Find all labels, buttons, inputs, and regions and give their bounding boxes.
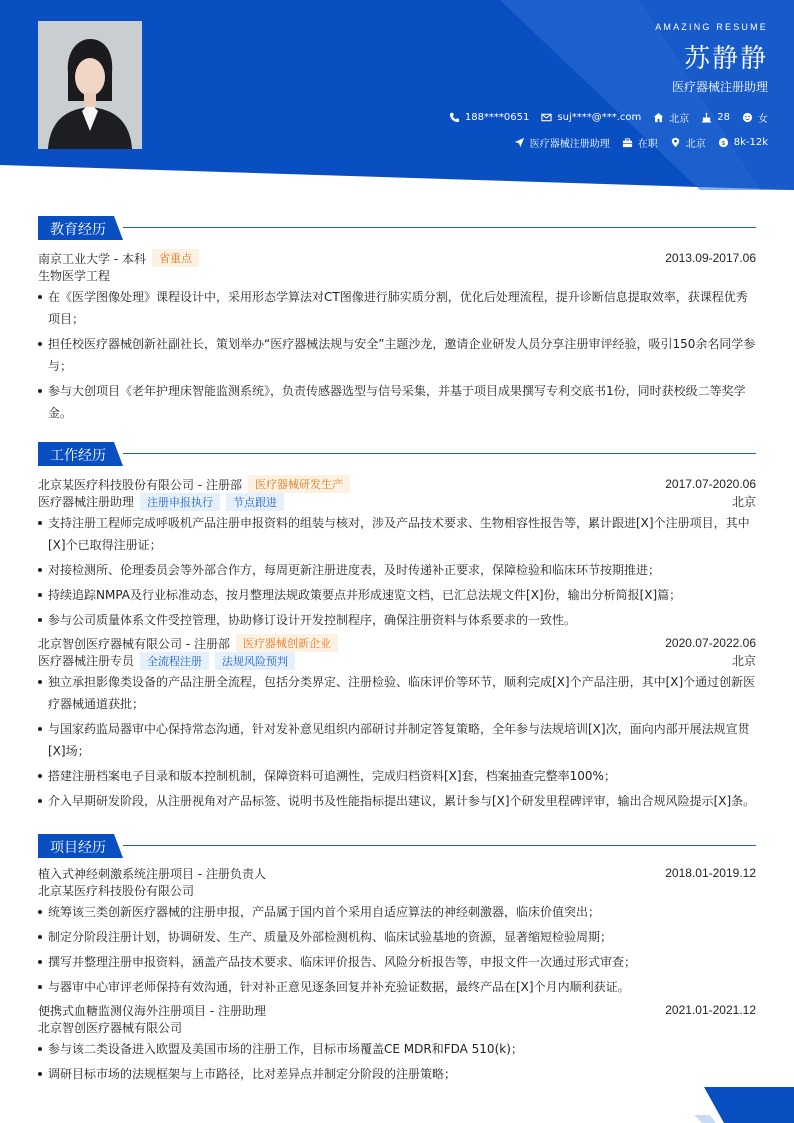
- work-section: [38, 442, 756, 815]
- list-item: 支持注册工程师完成呼吸机产品注册申报资料的组装与核对，涉及产品技术要求、生物相容性报告等，累计跟进[X]个注册项目，其中[X]个已取得注册证；: [38, 512, 756, 556]
- project-entry-header: [38, 1001, 756, 1019]
- major-name: 生物医学工程: [38, 269, 111, 283]
- gender-item: [742, 110, 768, 125]
- list-item: 在《医学图像处理》课程设计中，采用形态学算法对CT图像进行肺实质分割，优化后处理流程，提升诊断信息提取效率，获课程优秀项目；: [38, 286, 756, 330]
- section-divider: [123, 845, 756, 846]
- list-item: 独立承担影像类设备的产品注册全流程，包括分类界定、注册检验、临床评价等环节，顺利完成[X]个产品注册，其中[X]个通过创新医疗器械通道获批；: [38, 671, 756, 715]
- list-item: 对接检测所、伦理委员会等外部合作方，每周更新注册进度表，及时传递补正要求，保障检验和临床环节按期推进；: [38, 559, 756, 581]
- project-company: 北京某医疗科技股份有限公司: [38, 884, 195, 898]
- money-icon: [718, 137, 729, 148]
- section-tag: [38, 216, 123, 240]
- contact-row: [449, 110, 768, 125]
- section-header: [38, 216, 756, 240]
- job-role: 医疗器械注册助理: [38, 495, 135, 509]
- candidate-name: 苏静静: [683, 44, 768, 74]
- phone-item: [449, 112, 530, 123]
- intent-status-item: [622, 135, 658, 150]
- home-icon: [653, 112, 664, 123]
- list-item: 与国家药监局器审中心保持常态沟通，针对发补意见组织内部研讨并制定答复策略，全年参与法规培训[X]次，面向内部开展法规宣贯[X]场；: [38, 718, 756, 762]
- list-item: 调研目标市场的法规框架与上市路径，比对差异点并制定分阶段的注册策略；: [38, 1063, 756, 1085]
- section-title: 教育经历: [50, 222, 106, 238]
- intent-salary-text: 8k-12k: [733, 137, 768, 148]
- gender-text: 女: [758, 114, 768, 125]
- list-item: 介入早期研发阶段，从注册视角对产品标签、说明书及性能指标提出建议，累计参与[X]个研发里程碑评审，输出合规风险提示[X]条。: [38, 790, 756, 812]
- phone-icon: [449, 112, 460, 123]
- intent-position-text: 医疗器械注册助理: [529, 139, 610, 150]
- project-bullets: [38, 1038, 756, 1085]
- company-name: 北京智创医疗器械有限公司 - 注册部: [38, 636, 230, 651]
- job-city: 北京: [731, 654, 756, 668]
- project-company: 北京智创医疗器械有限公司: [38, 1021, 183, 1035]
- email-text: suj****@***.com: [557, 112, 642, 123]
- project-date: 2018.01-2019.12: [665, 866, 756, 880]
- home-item: [653, 110, 689, 125]
- age-text: 28: [717, 112, 730, 123]
- section-divider: [123, 227, 756, 228]
- svg-text:$: $: [721, 138, 726, 147]
- home-text: 北京: [669, 114, 690, 125]
- header-tagline: AMAZING RESUME: [655, 22, 768, 32]
- list-item: 统筹该三类创新医疗器械的注册申报，产品属于国内首个采用自适应算法的神经刺激器，临床价值突出；: [38, 901, 756, 923]
- section-divider: [123, 453, 756, 454]
- job-role-row: [38, 493, 756, 510]
- mail-icon: [541, 112, 552, 123]
- intent-status-text: 在职: [637, 139, 658, 150]
- intent-salary-item: [718, 137, 768, 148]
- section-title: 项目经历: [50, 840, 106, 856]
- project-name: 植入式神经刺激系统注册项目 - 注册负责人: [38, 866, 266, 881]
- phone-text: 188****0651: [464, 112, 530, 123]
- gender-icon: [742, 112, 753, 123]
- briefcase-icon: [622, 137, 633, 148]
- list-item: 制定分阶段注册计划，协调研发、生产、质量及外部检测机构、临床试验基地的资源，显著缩短检验周期；: [38, 926, 756, 948]
- email-item: [541, 112, 641, 123]
- project-company-row: [38, 882, 756, 899]
- list-item: 与器审中心审评老师保持有效沟通，针对补正意见逐条回复并补充验证数据，最终产品在[X]个月内顺利获证。: [38, 976, 756, 998]
- company-name: 北京某医疗科技股份有限公司 - 注册部: [38, 477, 242, 492]
- skill-tag: 节点跟进: [226, 493, 284, 511]
- education-date: 2013.09-2017.06: [665, 251, 756, 265]
- list-item: 参与该二类设备进入欧盟及美国市场的注册工作，目标市场覆盖CE MDR和FDA 510(k)；: [38, 1038, 756, 1060]
- major-row: [38, 267, 756, 284]
- education-section: [38, 216, 756, 427]
- location-icon: [670, 137, 681, 148]
- age-item: [701, 112, 730, 123]
- company-tag: 医疗器械创新企业: [236, 634, 338, 652]
- cake-icon: [701, 112, 712, 123]
- section-header: [38, 834, 756, 858]
- job-entry-header: [38, 475, 756, 493]
- project-company-row: [38, 1019, 756, 1036]
- intent-position-item: [514, 135, 610, 150]
- education-bullets: [38, 286, 756, 424]
- skill-tag: 注册申报执行: [140, 493, 220, 511]
- list-item: 搭建注册档案电子目录和版本控制机制，保障资料可追溯性，完成归档资料[X]套，档案抽查完整率100%；: [38, 765, 756, 787]
- section-title: 工作经历: [50, 448, 106, 464]
- job-date: 2020.07-2022.06: [665, 636, 756, 650]
- section-tag: [38, 442, 123, 466]
- job-city: 北京: [731, 495, 756, 509]
- skill-tag: 全流程注册: [140, 652, 209, 670]
- job-bullets: [38, 512, 756, 631]
- send-icon: [514, 137, 525, 148]
- project-date: 2021.01-2021.12: [665, 1003, 756, 1017]
- school-name: 南京工业大学 - 本科: [38, 251, 146, 266]
- job-bullets: [38, 671, 756, 812]
- project-name: 便携式血糖监测仪海外注册项目 - 注册助理: [38, 1003, 266, 1018]
- list-item: 持续追踪NMPA及行业标准动态，按月整理法规政策要点并形成速览文档，已汇总法规文件[X]份，输出分析简报[X]篇；: [38, 584, 756, 606]
- list-item: 担任校医疗器械创新社副社长，策划举办“医疗器械法规与安全”主题沙龙，邀请企业研发人员分享注册审评经验，吸引150余名同学参与；: [38, 333, 756, 377]
- education-entry-header: [38, 249, 756, 267]
- section-header: [38, 442, 756, 466]
- job-entry-header: [38, 634, 756, 652]
- avatar-photo: [38, 21, 142, 149]
- intent-city-item: [670, 135, 706, 150]
- corner-decoration: [694, 1087, 794, 1123]
- company-tag: 医疗器械研发生产: [248, 475, 350, 493]
- intent-city-text: 北京: [685, 139, 706, 150]
- list-item: 撰写并整理注册申报资料，涵盖产品技术要求、临床评价报告、风险分析报告等，申报文件一次通过形式审查；: [38, 951, 756, 973]
- school-tag: 省重点: [152, 249, 199, 267]
- projects-section: [38, 834, 756, 1088]
- candidate-title: 医疗器械注册助理: [671, 80, 768, 94]
- skill-tag: 法规风险预判: [215, 652, 295, 670]
- section-tag: [38, 834, 123, 858]
- job-role-row: [38, 652, 756, 669]
- job-intent-row: [514, 135, 768, 150]
- list-item: 参与公司质量体系文件受控管理，协助修订设计开发控制程序，确保注册资料与体系要求的一致性。: [38, 609, 756, 631]
- job-date: 2017.07-2020.06: [665, 477, 756, 491]
- project-entry-header: [38, 864, 756, 882]
- project-bullets: [38, 901, 756, 998]
- job-role: 医疗器械注册专员: [38, 654, 135, 668]
- list-item: 参与大创项目《老年护理床智能监测系统》，负责传感器选型与信号采集，并基于项目成果撰写专利交底书1份，同时获校级二等奖学金。: [38, 380, 756, 424]
